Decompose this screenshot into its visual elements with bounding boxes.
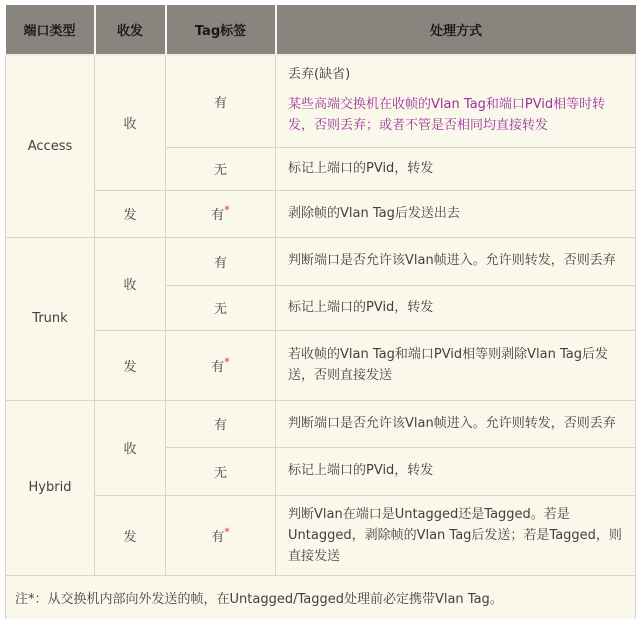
process-line-default: 丢弃(缺省): [288, 67, 351, 82]
red-asterisk: *: [224, 203, 230, 217]
vlan-port-table: [5, 5, 636, 619]
cell-hybrid-send-tagged-tag: [166, 495, 276, 575]
cell-trunk-recv-untagged-process: 标记上端口的PVid，转发: [276, 285, 636, 330]
cell-trunk-recv-tagged-process: 判断端口是否允许该Vlan帧进入。允许则转发，否则丢弃: [276, 237, 636, 285]
cell-access-recv-tagged-tag: 有: [166, 55, 276, 147]
header-cell-direction: 收发: [95, 5, 166, 55]
cell-access-recv-untagged-process: 标记上端口的PVid，转发: [276, 147, 636, 190]
row-access-recv-tagged: [6, 55, 636, 147]
cell-access-send-tagged-tag: [166, 190, 276, 237]
cell-hybrid-recv-tagged-process: 判断端口是否允许该Vlan帧进入。允许则转发，否则丢弃: [276, 400, 636, 447]
cell-trunk-recv-direction: 收: [95, 237, 166, 330]
cell-access-send-tagged-process: 剥除帧的Vlan Tag后发送出去: [276, 190, 636, 237]
row-access-send-tagged: [6, 190, 636, 237]
row-hybrid-send-tagged: [6, 495, 636, 575]
row-footnote: [6, 575, 636, 619]
cell-access-recv-tagged-process: [276, 55, 636, 147]
red-asterisk: *: [224, 355, 230, 369]
cell-trunk-send-tagged-process: 若收帧的Vlan Tag和端口PVid相等则剥除Vlan Tag后发送，否则直接发送: [276, 330, 636, 400]
cell-trunk-recv-tagged-tag: 有: [166, 237, 276, 285]
header-row: [6, 5, 636, 55]
cell-hybrid-port-type: Hybrid: [6, 400, 95, 575]
cell-trunk-port-type: Trunk: [6, 237, 95, 400]
red-asterisk: *: [224, 525, 230, 539]
cell-access-port-type: Access: [6, 55, 95, 237]
tag-label: 有: [211, 359, 225, 375]
header-cell-process: 处理方式: [276, 5, 636, 55]
cell-hybrid-recv-direction: 收: [95, 400, 166, 495]
cell-hybrid-send-tagged-process: 判断Vlan在端口是Untagged还是Tagged。若是Untagged，剥除帧的Vlan Tag后发送；若是Tagged，则直接发送: [276, 495, 636, 575]
row-hybrid-recv-tagged: [6, 400, 636, 447]
cell-trunk-send-tagged-tag: [166, 330, 276, 400]
process-line-note: 某些高端交换机在收帧的Vlan Tag和端口PVid相等时转发，否则丢弃；或者不管是否相同均直接转发: [288, 97, 606, 134]
cell-trunk-recv-untagged-tag: 无: [166, 285, 276, 330]
cell-access-recv-direction: 收: [95, 55, 166, 190]
cell-hybrid-recv-untagged-tag: 无: [166, 447, 276, 495]
cell-hybrid-send-direction: 发: [95, 495, 166, 575]
footnote: 注*：从交换机内部向外发送的帧，在Untagged/Tagged处理前必定携带Vlan Tag。: [6, 575, 636, 619]
cell-trunk-send-direction: 发: [95, 330, 166, 400]
tag-label: 有: [211, 208, 225, 223]
cell-access-recv-untagged-tag: 无: [166, 147, 276, 190]
row-trunk-recv-tagged: [6, 237, 636, 285]
header-cell-tag: Tag标签: [166, 5, 276, 55]
row-trunk-send-tagged: [6, 330, 636, 400]
tag-label: 有: [211, 529, 225, 545]
cell-access-send-direction: 发: [95, 190, 166, 237]
cell-hybrid-recv-tagged-tag: 有: [166, 400, 276, 447]
header-cell-port-type: 端口类型: [6, 5, 95, 55]
cell-hybrid-recv-untagged-process: 标记上端口的PVid，转发: [276, 447, 636, 495]
